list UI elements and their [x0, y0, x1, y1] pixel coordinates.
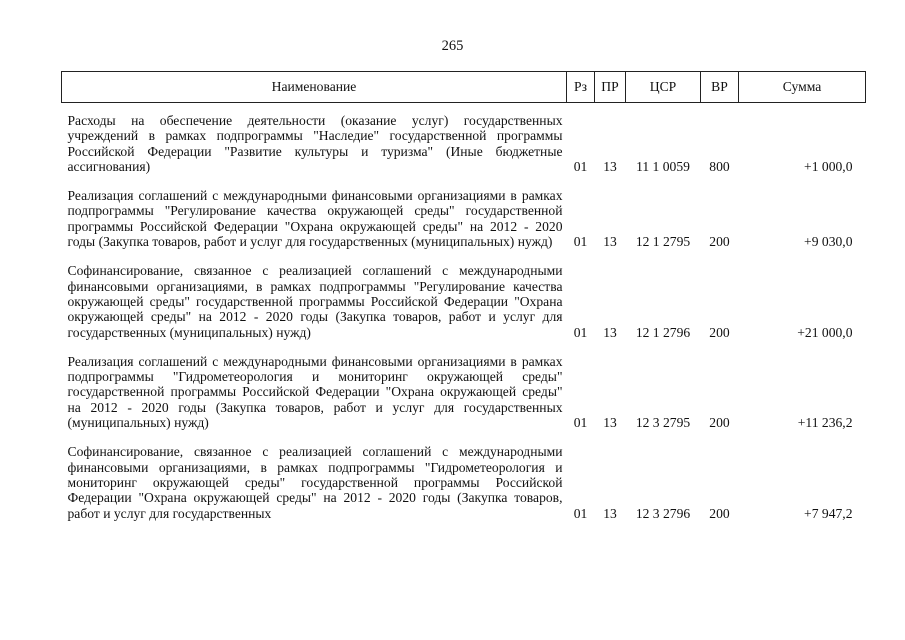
row-vr: 200	[709, 415, 730, 431]
row-csr: 12 1 2796	[635, 324, 691, 340]
header-name: Наименование	[62, 72, 567, 103]
row-name: Расходы на обеспечение деятельности (оказание услуг) государственных учреждений в рамках подпрограммы "Наследие" государственной программы Российской Федерации "Развитие культуры и туризма" (Иные бюджетные ассигнования)	[67, 113, 563, 174]
row-vr: 200	[709, 324, 730, 340]
row-csr: 11 1 0059	[636, 158, 690, 174]
budget-table	[61, 71, 866, 521]
table-row	[62, 249, 866, 339]
row-pr: 13	[603, 505, 617, 521]
row-name: Реализация соглашений с международными финансовыми организациями в рамках подпрограммы "Регулирование качества окружающей среды" государственной программы Российской Федерации "Охрана окружающей среды" на 2012 - 2020 годы (Закупка товаров, работ и услуг для государственных (муниципальных) нужд)	[67, 188, 563, 250]
table-row	[62, 103, 866, 175]
header-rz: Рз	[567, 72, 595, 103]
row-sum: +9 030,0	[804, 234, 853, 250]
table-row	[62, 340, 866, 430]
page-number: 265	[441, 38, 464, 54]
row-pr: 13	[603, 415, 617, 431]
row-rz: 01	[573, 324, 588, 340]
table-body	[62, 103, 866, 521]
row-rz: 01	[573, 505, 588, 521]
row-name: Софинансирование, связанное с реализацией соглашений с международными финансовыми организациями, в рамках подпрограммы "Регулирование качества окружающей среды" государственной программы Российской Федерации "Охрана окружающей среды" на 2012 - 2020 годы (Закупка товаров, работ и услуг для государственных (муниципальных) нужд)	[67, 263, 563, 340]
row-csr: 12 1 2795	[635, 234, 691, 250]
row-pr: 13	[603, 324, 617, 340]
row-sum: +11 236,2	[797, 415, 853, 431]
row-sum: +21 000,0	[797, 324, 853, 340]
header-csr: ЦСР	[626, 72, 701, 103]
row-csr: 12 3 2795	[635, 415, 691, 431]
row-vr: 200	[709, 505, 730, 521]
table-row	[62, 174, 866, 249]
row-rz: 01	[573, 415, 588, 431]
header-vr: ВР	[701, 72, 739, 103]
row-rz: 01	[573, 234, 588, 250]
table-row	[62, 430, 866, 520]
row-csr: 12 3 2796	[635, 505, 691, 521]
row-pr: 13	[603, 234, 617, 250]
table-header	[62, 72, 866, 103]
header-row	[62, 72, 866, 103]
row-vr: 200	[709, 234, 730, 250]
row-vr: 800	[709, 158, 730, 174]
row-sum: +7 947,2	[804, 505, 853, 521]
row-sum: +1 000,0	[804, 158, 853, 174]
row-pr: 13	[603, 158, 617, 174]
row-name: Софинансирование, связанное с реализацией соглашений с международными финансовыми организациями, в рамках подпрограммы "Гидрометеорология и мониторинг окружающей среды" государственной программы Российской Федерации "Охрана окружающей среды" на 2012 - 2020 годы (Закупка товаров, работ и услуг для государственных	[67, 444, 563, 521]
row-name: Реализация соглашений с международными финансовыми организациями в рамках подпрограммы "Гидрометеорология и мониторинг окружающей среды" государственной программы Российской Федерации "Охрана окружающей среды" на 2012 - 2020 годы (Закупка товаров, работ и услуг для государственных (муниципальных) нужд)	[67, 353, 563, 431]
header-sum: Сумма	[739, 72, 866, 103]
header-pr: ПР	[595, 72, 626, 103]
row-rz: 01	[573, 158, 588, 174]
